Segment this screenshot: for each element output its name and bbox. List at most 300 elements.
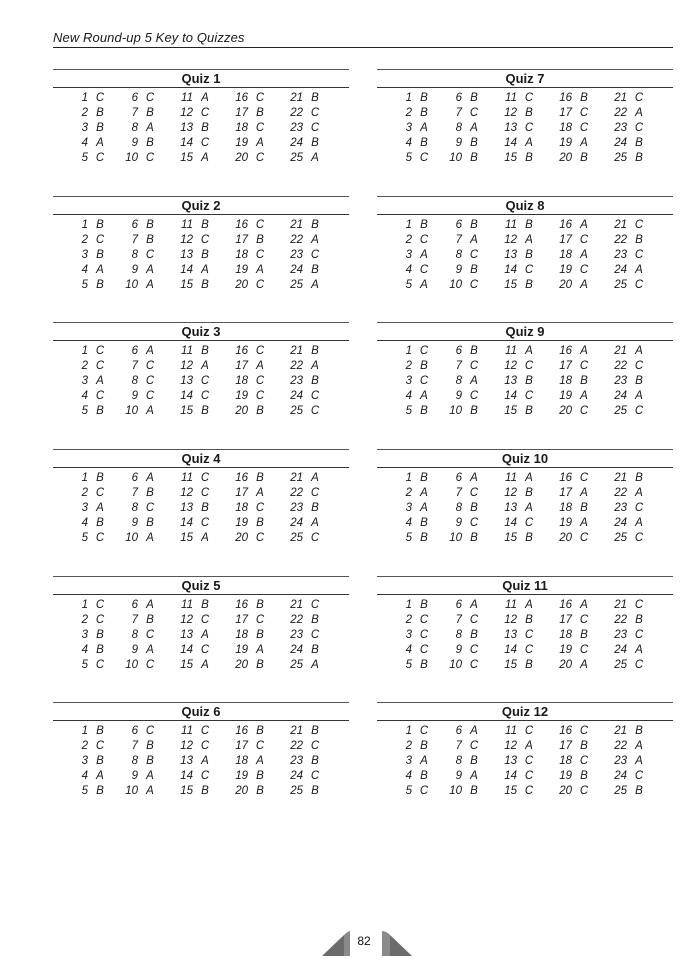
answer-letter: C [255, 532, 265, 544]
answer-letter: A [635, 517, 643, 529]
answer-item [276, 516, 336, 531]
answer-letter: B [420, 219, 428, 231]
answer-letter: C [419, 345, 429, 357]
answer-row [377, 598, 673, 613]
question-number: 15 [504, 152, 517, 164]
question-number: 10 [449, 659, 462, 671]
answer-item [166, 151, 226, 166]
answer-letter: A [525, 137, 533, 149]
answer-letter: A [201, 360, 209, 372]
question-number: 9 [131, 517, 138, 529]
answer-row [53, 151, 349, 166]
answer-item [111, 151, 171, 166]
question-number: 21 [290, 219, 303, 231]
answer-letter: B [311, 92, 319, 104]
answer-item [111, 121, 171, 136]
question-number: 22 [290, 360, 303, 372]
answer-letter: C [200, 725, 210, 737]
answer-letter: A [201, 92, 209, 104]
answer-letter: C [469, 517, 479, 529]
answer-row [377, 613, 673, 628]
question-number: 1 [81, 345, 88, 357]
answer-letter: B [470, 137, 478, 149]
question-number: 7 [131, 614, 138, 626]
question-number: 12 [180, 487, 193, 499]
quiz-block [377, 69, 673, 181]
quiz-title: Quiz 8 [505, 198, 545, 213]
answer-letter: A [635, 644, 643, 656]
answer-letter: C [95, 614, 105, 626]
answer-letter: A [470, 122, 478, 134]
question-number: 14 [180, 517, 193, 529]
answer-letter: B [525, 249, 533, 261]
answer-letter: C [95, 740, 105, 752]
answer-letter: C [95, 390, 105, 402]
answer-item [221, 136, 281, 151]
question-number: 11 [505, 599, 517, 611]
question-number: 15 [180, 659, 193, 671]
answer-letter: C [95, 532, 105, 544]
answer-item [221, 263, 281, 278]
question-number: 1 [405, 219, 412, 231]
answer-item [166, 136, 226, 151]
question-number: 4 [81, 264, 88, 276]
answer-grid [377, 724, 673, 799]
question-number: 1 [81, 599, 88, 611]
answer-item [490, 658, 550, 673]
answer-letter: B [470, 629, 478, 641]
answer-letter: B [470, 264, 478, 276]
answer-item [166, 784, 226, 799]
answer-item [490, 628, 550, 643]
answer-item [490, 389, 550, 404]
question-number: 17 [235, 740, 248, 752]
answer-item [490, 486, 550, 501]
answer-item [111, 486, 171, 501]
question-number: 14 [180, 264, 193, 276]
question-number: 4 [405, 390, 412, 402]
answer-item [221, 106, 281, 121]
question-number: 6 [455, 219, 462, 231]
answer-letter: C [634, 360, 644, 372]
question-number: 20 [235, 532, 248, 544]
answer-item [276, 724, 336, 739]
answer-letter: B [146, 740, 154, 752]
quiz-block [377, 322, 673, 434]
question-number: 6 [131, 599, 138, 611]
answer-letter: C [524, 122, 534, 134]
quiz-title: Quiz 4 [181, 451, 221, 466]
answer-row [377, 248, 673, 263]
answer-item [111, 658, 171, 673]
question-number: 6 [131, 345, 138, 357]
question-number: 3 [405, 375, 412, 387]
quiz-block [53, 449, 349, 561]
question-number: 15 [504, 405, 517, 417]
answer-letter: A [146, 264, 154, 276]
question-number: 10 [125, 532, 138, 544]
answer-letter: B [311, 345, 319, 357]
answer-letter: C [310, 770, 320, 782]
answer-item [600, 486, 660, 501]
quiz-title: Quiz 2 [181, 198, 221, 213]
answer-letter: C [255, 249, 265, 261]
answer-letter: A [96, 264, 104, 276]
quiz-title-rule [53, 594, 349, 595]
answer-item [545, 613, 605, 628]
question-number: 25 [290, 279, 303, 291]
quiz-block [377, 449, 673, 561]
question-number: 9 [131, 137, 138, 149]
answer-row [377, 136, 673, 151]
answer-item [221, 628, 281, 643]
answer-item [221, 486, 281, 501]
answer-letter: A [146, 532, 154, 544]
question-number: 17 [559, 740, 572, 752]
answer-item [111, 613, 171, 628]
answer-item [166, 404, 226, 419]
answer-letter: C [255, 152, 265, 164]
question-number: 1 [405, 599, 412, 611]
answer-letter: B [256, 785, 264, 797]
question-number: 6 [455, 599, 462, 611]
question-number: 9 [131, 770, 138, 782]
answer-item [435, 233, 495, 248]
answer-item [276, 233, 336, 248]
answer-row [53, 106, 349, 121]
answer-letter: C [524, 755, 534, 767]
question-number: 2 [405, 360, 412, 372]
question-number: 14 [180, 390, 193, 402]
answer-row [377, 106, 673, 121]
answer-item [435, 598, 495, 613]
answer-letter: C [310, 390, 320, 402]
question-number: 14 [180, 137, 193, 149]
quiz-title-rule [377, 594, 673, 595]
answer-row [53, 739, 349, 754]
answer-letter: A [146, 345, 154, 357]
answer-row [377, 263, 673, 278]
answer-item [166, 359, 226, 374]
answer-letter: C [145, 629, 155, 641]
question-number: 23 [290, 375, 303, 387]
question-number: 8 [455, 755, 462, 767]
quiz-block [377, 576, 673, 688]
question-number: 13 [180, 629, 193, 641]
answer-row [377, 471, 673, 486]
answer-item [545, 151, 605, 166]
answer-row [377, 404, 673, 419]
answer-item [166, 598, 226, 613]
question-number: 21 [290, 725, 303, 737]
answer-grid [53, 471, 349, 546]
question-number: 11 [181, 219, 193, 231]
question-number: 12 [180, 360, 193, 372]
answer-letter: A [635, 107, 643, 119]
question-number: 21 [614, 219, 627, 231]
question-number: 5 [81, 405, 88, 417]
question-number: 17 [559, 107, 572, 119]
answer-item [221, 739, 281, 754]
answer-grid [377, 598, 673, 673]
answer-letter: A [635, 345, 643, 357]
answer-grid [53, 724, 349, 799]
answer-item [490, 233, 550, 248]
answer-item [600, 151, 660, 166]
answer-item [545, 486, 605, 501]
quiz-block [53, 322, 349, 434]
question-number: 18 [235, 502, 248, 514]
answer-letter: B [146, 487, 154, 499]
answer-item [435, 471, 495, 486]
answer-letter: C [145, 659, 155, 671]
question-number: 19 [559, 390, 572, 402]
answer-item [221, 471, 281, 486]
question-number: 11 [505, 345, 517, 357]
answer-letter: B [470, 345, 478, 357]
quiz-title-rule [377, 467, 673, 468]
question-number: 15 [180, 785, 193, 797]
answer-letter: C [579, 785, 589, 797]
answer-letter: C [145, 152, 155, 164]
answer-item [600, 136, 660, 151]
answer-grid [377, 344, 673, 419]
question-number: 12 [504, 487, 517, 499]
answer-letter: B [525, 614, 533, 626]
answer-row [53, 613, 349, 628]
answer-row [377, 233, 673, 248]
answer-letter: B [635, 785, 643, 797]
question-number: 23 [614, 502, 627, 514]
answer-letter: C [579, 234, 589, 246]
answer-row [377, 151, 673, 166]
answer-item [600, 516, 660, 531]
answer-letter: C [255, 92, 265, 104]
question-number: 2 [81, 107, 88, 119]
question-number: 7 [131, 234, 138, 246]
question-number: 23 [290, 502, 303, 514]
answer-letter: C [95, 599, 105, 611]
answer-letter: B [580, 770, 588, 782]
answer-row [53, 344, 349, 359]
answer-letter: B [420, 92, 428, 104]
question-number: 22 [290, 740, 303, 752]
question-number: 3 [405, 122, 412, 134]
answer-item [545, 91, 605, 106]
answer-letter: B [256, 234, 264, 246]
answer-item [600, 106, 660, 121]
answer-letter: A [525, 599, 533, 611]
answer-item [435, 486, 495, 501]
answer-item [276, 531, 336, 546]
question-number: 17 [235, 107, 248, 119]
answer-item [435, 531, 495, 546]
answer-letter: C [310, 532, 320, 544]
answer-item [545, 374, 605, 389]
answer-letter: C [524, 517, 534, 529]
answer-letter: B [525, 375, 533, 387]
answer-item [435, 263, 495, 278]
answer-item [490, 121, 550, 136]
question-number: 16 [559, 725, 572, 737]
answer-letter: C [255, 740, 265, 752]
answer-row [377, 531, 673, 546]
question-number: 18 [559, 629, 572, 641]
answer-letter: B [470, 152, 478, 164]
question-number: 24 [614, 644, 627, 656]
answer-item [490, 531, 550, 546]
question-number: 18 [235, 755, 248, 767]
answer-item [221, 754, 281, 769]
answer-letter: A [311, 152, 319, 164]
answer-letter: B [635, 152, 643, 164]
question-number: 20 [559, 785, 572, 797]
answer-item [111, 769, 171, 784]
question-number: 4 [81, 517, 88, 529]
answer-letter: B [525, 107, 533, 119]
question-number: 11 [181, 599, 193, 611]
question-number: 11 [181, 345, 193, 357]
answer-letter: B [201, 345, 209, 357]
answer-item [166, 218, 226, 233]
answer-letter: C [579, 107, 589, 119]
answer-item [221, 233, 281, 248]
answer-item [111, 501, 171, 516]
answer-item [276, 769, 336, 784]
answer-letter: C [524, 725, 534, 737]
answer-letter: C [634, 770, 644, 782]
answer-item [221, 598, 281, 613]
answer-item [221, 248, 281, 263]
question-number: 5 [81, 532, 88, 544]
answer-letter: A [420, 390, 428, 402]
answer-item [166, 106, 226, 121]
question-number: 20 [235, 405, 248, 417]
answer-letter: A [256, 137, 264, 149]
question-number: 21 [290, 599, 303, 611]
answer-letter: A [470, 725, 478, 737]
question-number: 3 [81, 755, 88, 767]
question-number: 8 [131, 249, 138, 261]
answer-row [53, 724, 349, 739]
question-number: 4 [81, 137, 88, 149]
answer-item [221, 359, 281, 374]
question-number: 3 [81, 249, 88, 261]
answer-letter: B [201, 502, 209, 514]
answer-item [545, 404, 605, 419]
quiz-title-rule [377, 214, 673, 215]
answer-item [490, 278, 550, 293]
answer-letter: B [96, 405, 104, 417]
answer-letter: C [469, 360, 479, 372]
answer-letter: A [525, 234, 533, 246]
answer-letter: B [96, 122, 104, 134]
question-number: 5 [81, 785, 88, 797]
answer-row [377, 643, 673, 658]
answer-row [377, 739, 673, 754]
answer-row [377, 359, 673, 374]
answer-letter: C [310, 107, 320, 119]
answer-item [435, 658, 495, 673]
answer-item [221, 404, 281, 419]
answer-item [490, 516, 550, 531]
answer-letter: B [470, 92, 478, 104]
answer-row [377, 501, 673, 516]
answer-letter: B [525, 487, 533, 499]
answer-letter: B [420, 770, 428, 782]
question-number: 24 [614, 517, 627, 529]
question-number: 25 [614, 659, 627, 671]
answer-letter: C [255, 279, 265, 291]
answer-row [53, 784, 349, 799]
answer-item [276, 106, 336, 121]
question-number: 17 [235, 614, 248, 626]
answer-letter: B [635, 472, 643, 484]
answer-letter: A [146, 770, 154, 782]
answer-letter: B [580, 92, 588, 104]
question-number: 12 [180, 234, 193, 246]
answer-letter: A [580, 137, 588, 149]
answer-item [276, 643, 336, 658]
answer-row [377, 389, 673, 404]
answer-letter: A [580, 487, 588, 499]
answer-item [221, 643, 281, 658]
quiz-title-rule [377, 340, 673, 341]
question-number: 11 [505, 92, 517, 104]
page-number: 82 [357, 934, 371, 948]
answer-letter: B [311, 264, 319, 276]
page-header-title: New Round-up 5 Key to Quizzes [53, 30, 245, 45]
question-number: 8 [131, 122, 138, 134]
answer-item [111, 359, 171, 374]
question-number: 25 [614, 785, 627, 797]
question-number: 24 [614, 137, 627, 149]
quiz-title: Quiz 5 [181, 578, 221, 593]
answer-letter: C [200, 517, 210, 529]
answer-row [53, 516, 349, 531]
question-number: 11 [181, 725, 193, 737]
answer-row [53, 218, 349, 233]
answer-letter: A [201, 755, 209, 767]
answer-item [545, 121, 605, 136]
answer-row [377, 121, 673, 136]
answer-item [600, 359, 660, 374]
question-number: 15 [504, 659, 517, 671]
answer-row [53, 531, 349, 546]
answer-letter: B [635, 725, 643, 737]
question-number: 2 [81, 360, 88, 372]
question-number: 22 [614, 740, 627, 752]
answer-item [166, 516, 226, 531]
question-number: 3 [405, 629, 412, 641]
question-number: 24 [614, 264, 627, 276]
answer-item [276, 359, 336, 374]
answer-letter: C [524, 644, 534, 656]
answer-letter: A [635, 740, 643, 752]
answer-letter: B [201, 249, 209, 261]
answer-item [111, 724, 171, 739]
answer-letter: B [146, 219, 154, 231]
quiz-block [377, 702, 673, 814]
answer-item [166, 613, 226, 628]
question-number: 15 [504, 785, 517, 797]
answer-row [377, 278, 673, 293]
question-number: 5 [405, 152, 412, 164]
answer-letter: C [145, 390, 155, 402]
answer-item [600, 121, 660, 136]
answer-letter: C [310, 487, 320, 499]
question-number: 5 [405, 532, 412, 544]
